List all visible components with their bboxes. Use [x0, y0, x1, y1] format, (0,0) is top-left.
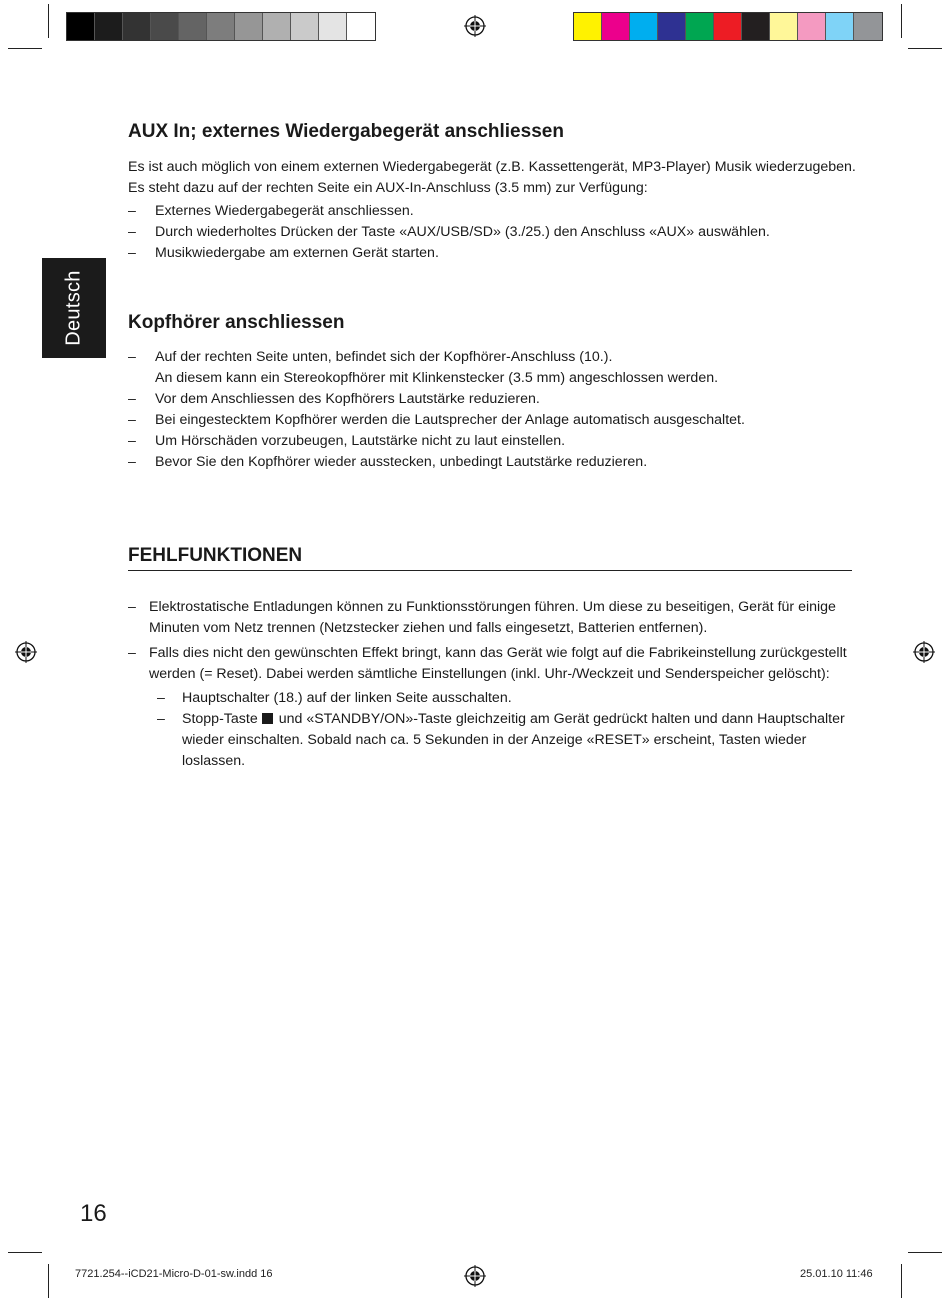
aux-steps-list	[128, 201, 868, 264]
malfunctions-heading: FEHLFUNKTIONEN	[128, 545, 303, 566]
list-item: – Hauptschalter (18.) auf der linken Seite ausschalten.	[149, 688, 852, 709]
crop-mark-top-left-v	[48, 4, 49, 38]
list-item: – Musikwiedergabe am externen Gerät starten.	[128, 243, 868, 264]
reset-steps-list	[149, 688, 852, 772]
color-swatch	[574, 13, 602, 40]
gray-swatch	[319, 13, 347, 40]
list-item: – Elektrostatische Entladungen können zu Funktionsstörungen führen. Um diese zu beseitigen, Gerät für einige Minuten vom Netz trennen (Netzstecker ziehen und falls eingesetzt, Batterien entfernen).	[128, 597, 852, 639]
aux-intro-2: Es steht dazu auf der rechten Seite ein AUX-In-Anschluss (3.5 mm) zur Verfügung:	[128, 180, 648, 196]
headphones-list	[128, 347, 868, 473]
color-swatch	[798, 13, 826, 40]
gray-swatch	[291, 13, 319, 40]
color-swatch	[854, 13, 882, 40]
standby-step-text: und «STANDBY/ON»-Taste gleichzeitig am Gerät gedrückt halten und dann Hauptschalter wieder einschalten. Sobald nach ca. 5 Sekunden in der Anzeige «RESET» erscheint, Tasten wieder loslassen.	[182, 711, 845, 769]
crop-mark-top-right-h	[908, 48, 942, 49]
crop-mark-bottom-left-v	[48, 1264, 49, 1298]
gray-swatch	[151, 13, 179, 40]
list-item: – Vor dem Anschliessen des Kopfhörers Lautstärke reduzieren.	[128, 389, 868, 410]
crop-mark-bottom-left-h	[8, 1252, 42, 1253]
color-calibration-bar	[573, 12, 883, 41]
stop-square-icon	[262, 713, 273, 724]
gray-swatch	[179, 13, 207, 40]
language-tab	[42, 258, 106, 358]
color-swatch	[826, 13, 854, 40]
registration-mark-icon	[913, 641, 935, 663]
gray-swatch	[347, 13, 375, 40]
crop-mark-bottom-right-h	[908, 1252, 942, 1253]
reset-intro-text: Falls dies nicht den gewünschten Effekt bringt, kann das Gerät wie folgt auf die Fabrikeinstellung zurückgestellt werden (= Reset). Dabei werden sämtliche Einstellungen (inkl. Uhr-/Weckzeit und Senderspeicher gelöscht):	[149, 645, 847, 682]
aux-heading: AUX In; externes Wiedergabegerät anschliessen	[128, 121, 564, 142]
gray-swatch	[207, 13, 235, 40]
list-item: – Externes Wiedergabegerät anschliessen.	[128, 201, 868, 222]
color-swatch	[686, 13, 714, 40]
headphones-heading: Kopfhörer anschliessen	[128, 312, 345, 333]
list-item: – Durch wiederholtes Drücken der Taste «AUX/USB/SD» (3./25.) den Anschluss «AUX» auswählen.	[128, 222, 868, 243]
list-item	[128, 643, 852, 772]
color-swatch	[742, 13, 770, 40]
list-item: – Um Hörschäden vorzubeugen, Lautstärke nicht zu laut einstellen.	[128, 431, 868, 452]
crop-mark-bottom-right-v	[901, 1264, 902, 1298]
gray-swatch	[95, 13, 123, 40]
registration-mark-icon	[464, 1265, 486, 1287]
section-divider	[128, 570, 852, 571]
malfunctions-list	[128, 597, 852, 776]
crop-mark-top-right-v	[901, 4, 902, 38]
gray-swatch	[263, 13, 291, 40]
gray-swatch	[67, 13, 95, 40]
crop-mark-top-left-h	[8, 48, 42, 49]
registration-mark-icon	[464, 15, 486, 37]
gray-calibration-bar	[66, 12, 376, 41]
color-swatch	[630, 13, 658, 40]
list-item: – Bei eingestecktem Kopfhörer werden die Lautsprecher der Anlage automatisch ausgeschaltet.	[128, 410, 868, 431]
color-swatch	[714, 13, 742, 40]
aux-intro-1: Es ist auch möglich von einem externen Wiedergabegerät (z.B. Kassettengerät, MP3-Player) Musik wiederzugeben.	[128, 159, 856, 175]
list-item	[149, 709, 852, 772]
gray-swatch	[123, 13, 151, 40]
page-number: 16	[80, 1200, 107, 1227]
list-item: – Auf der rechten Seite unten, befindet sich der Kopfhörer-Anschluss (10.).	[128, 347, 868, 368]
color-swatch	[658, 13, 686, 40]
stop-key-text: Stopp-Taste	[182, 711, 258, 727]
slug-timestamp: 25.01.10 11:46	[800, 1268, 873, 1280]
list-item-continuation: An diesem kann ein Stereokopfhörer mit Klinkenstecker (3.5 mm) angeschlossen werden.	[155, 370, 719, 386]
color-swatch	[602, 13, 630, 40]
slug-filename: 7721.254--iCD21-Micro-D-01-sw.indd 16	[75, 1268, 273, 1280]
registration-mark-icon	[15, 641, 37, 663]
gray-swatch	[235, 13, 263, 40]
color-swatch	[770, 13, 798, 40]
list-item: – Bevor Sie den Kopfhörer wieder ausstecken, unbedingt Lautstärke reduzieren.	[128, 452, 868, 473]
language-tab-label: Deutsch	[62, 270, 85, 346]
